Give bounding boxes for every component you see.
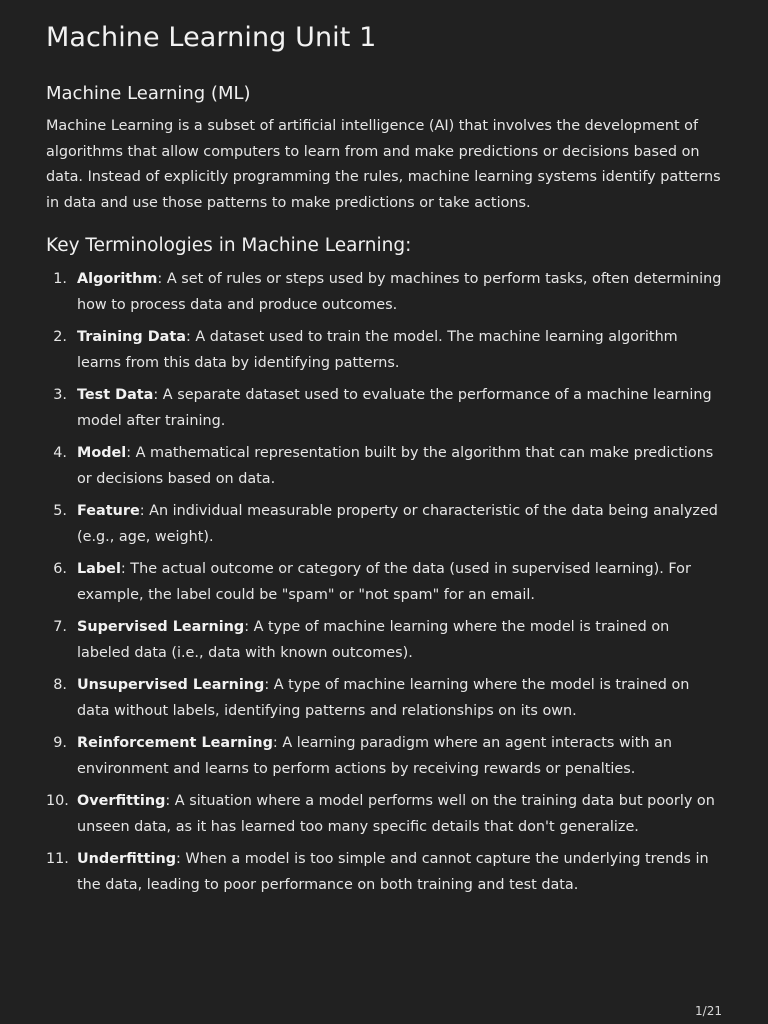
terminology-list xyxy=(46,267,722,898)
term-name: Model xyxy=(77,444,127,461)
list-item xyxy=(46,789,722,840)
list-item xyxy=(46,557,722,608)
section-title: Machine Learning (ML) xyxy=(46,83,251,104)
list-item-number: 6. xyxy=(53,560,67,577)
list-item-number: 3. xyxy=(53,386,67,403)
list-item xyxy=(46,673,722,724)
term-name: Algorithm xyxy=(77,270,158,287)
term-name: Unsupervised Learning xyxy=(77,676,265,693)
list-item xyxy=(46,383,722,434)
list-item-number: 7. xyxy=(53,618,67,635)
list-item xyxy=(46,499,722,550)
list-item xyxy=(46,441,722,492)
list-item-number: 5. xyxy=(53,502,67,519)
term-name: Reinforcement Learning xyxy=(77,734,273,751)
term-name: Test Data xyxy=(77,386,154,403)
list-item-number: 8. xyxy=(53,676,67,693)
list-item-number: 1. xyxy=(53,270,67,287)
term-description: : A type of machine learning where the model is trained on data without labels, identifying patterns and relationships on its own. xyxy=(77,676,690,719)
term-name: Supervised Learning xyxy=(77,618,245,635)
term-description: : A type of machine learning where the model is trained on labeled data (i.e., data with known outcomes). xyxy=(77,618,670,661)
term-description: : A learning paradigm where an agent interacts with an environment and learns to perform actions by receiving rewards or penalties. xyxy=(77,734,673,777)
subsection-title: Key Terminologies in Machine Learning: xyxy=(46,234,412,256)
list-item xyxy=(46,325,722,376)
term-description: : An individual measurable property or characteristic of the data being analyzed (e.g., age, weight). xyxy=(77,502,718,545)
term-description: : The actual outcome or category of the data (used in supervised learning). For example, the label could be "spam" or "not spam" for an email. xyxy=(77,560,691,603)
term-description: : A dataset used to train the model. The machine learning algorithm learns from this data by identifying patterns. xyxy=(77,328,678,371)
term-name: Feature xyxy=(77,502,140,519)
term-description: : A separate dataset used to evaluate the performance of a machine learning model after training. xyxy=(77,386,712,429)
list-item-number: 9. xyxy=(53,734,67,751)
list-item xyxy=(46,267,722,318)
term-description: : A mathematical representation built by the algorithm that can make predictions or decisions based on data. xyxy=(77,444,714,487)
document-title: Machine Learning Unit 1 xyxy=(46,22,377,53)
term-description: : A situation where a model performs well on the training data but poorly on unseen data, as it has learned too many specific details that don't generalize. xyxy=(77,792,715,835)
list-item xyxy=(46,731,722,782)
list-item-number: 4. xyxy=(53,444,67,461)
list-item xyxy=(46,615,722,666)
page-indicator: 1/21 xyxy=(695,1004,722,1018)
term-name: Training Data xyxy=(77,328,186,345)
list-item-number: 2. xyxy=(53,328,67,345)
term-name: Label xyxy=(77,560,121,577)
term-name: Overfitting xyxy=(77,792,166,809)
intro-paragraph: Machine Learning is a subset of artificial intelligence (AI) that involves the development of algorithms that allow computers to learn from and make predictions or decisions based on data. Instead of explicitly programming the rules, machine learning systems identify patterns in data and use those patterns to make predictions or take actions. xyxy=(46,118,721,212)
term-description: : A set of rules or steps used by machines to perform tasks, often determining how to process data and produce outcomes. xyxy=(77,270,722,313)
term-name: Underfitting xyxy=(77,850,176,867)
list-item xyxy=(46,847,722,898)
term-description: : When a model is too simple and cannot capture the underlying trends in the data, leading to poor performance on both training and test data. xyxy=(77,850,709,893)
list-item-number: 10. xyxy=(46,792,69,809)
list-item-number: 11. xyxy=(46,850,69,867)
